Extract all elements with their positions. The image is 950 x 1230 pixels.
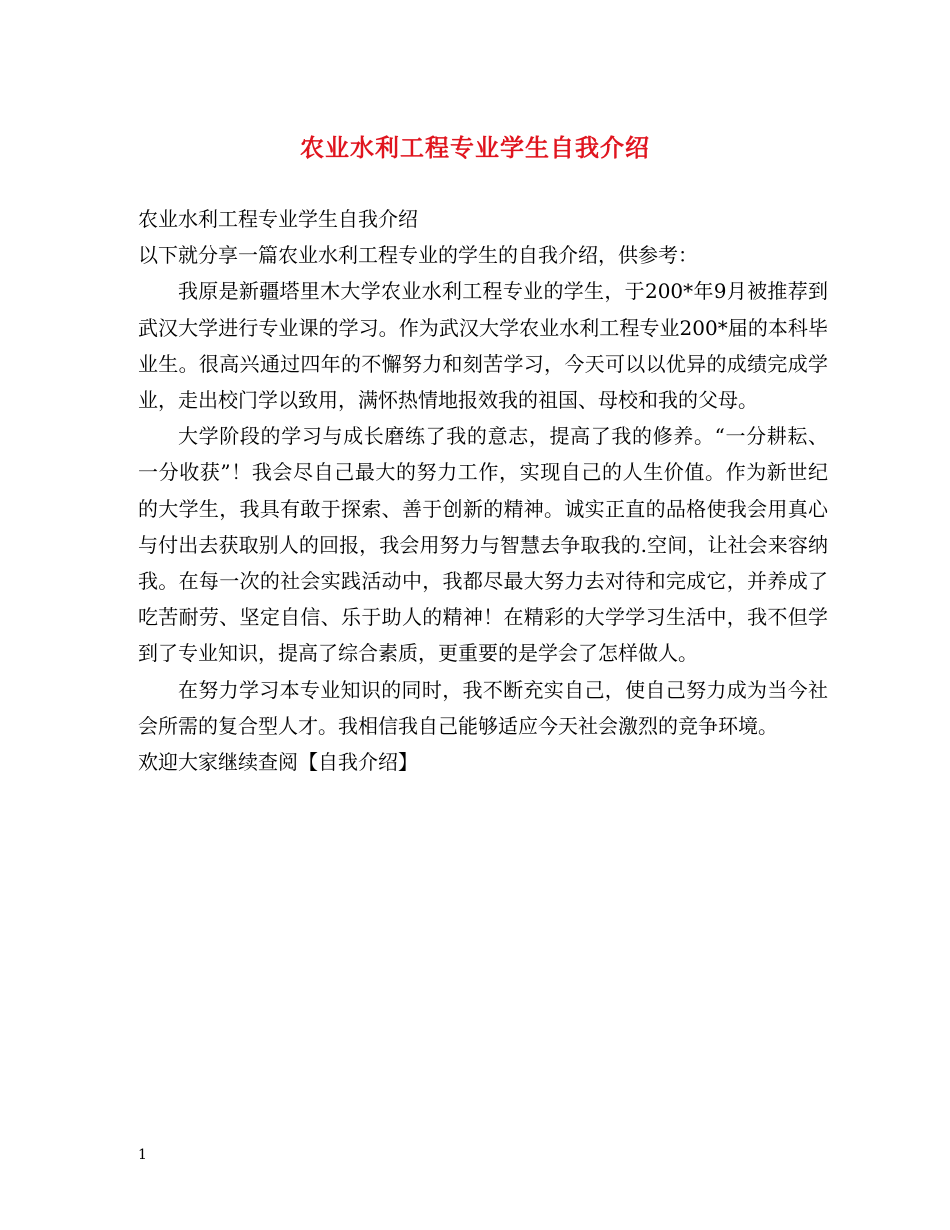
paragraph-background: 我原是新疆塔里木大学农业水利工程专业的学生，于200*年9月被推荐到武汉大学进行专业课的学习。作为武汉大学农业水利工程专业200*届的本科毕业生。很高兴通过四年的不懈努力和刻苦学习，今天可以以优异的成绩完成学业，走出校门学以致用，满怀热情地报效我的祖国、母校和我的父母。 (138, 279, 828, 413)
paragraph-self-improvement: 在努力学习本专业知识的同时，我不断充实自己，使自己努力成为当今社会所需的复合型人才。我相信我自己能够适应今天社会激烈的竞争环境。 (138, 677, 828, 738)
closing-line: 欢迎大家继续查阅【自我介绍】 (138, 750, 418, 775)
document-body (138, 201, 828, 780)
document-title: 农业水利工程专业学生自我介绍 (300, 133, 650, 162)
paragraph-university-experience: 大学阶段的学习与成长磨练了我的意志，提高了我的修养。“一分耕耘、一分收获”！我会尽自己最大的努力工作，实现自己的人生价值。作为新世纪的大学生，我具有敢于探索、善于创新的精神。诚实正直的品格使我会用真心与付出去获取别人的回报，我会用努力与智慧去争取我的.空间，让社会来容纳我。在每一次的社会实践活动中，我都尽最大努力去对待和完成它，并养成了吃苦耐劳、坚定自信、乐于助人的精神！在精彩的大学学习生活中，我不但学到了专业知识，提高了综合素质，更重要的是学会了怎样做人。 (138, 424, 828, 666)
page-number: 1 (138, 1147, 147, 1163)
subtitle-line: 农业水利工程专业学生自我介绍 (138, 207, 418, 231)
intro-line: 以下就分享一篇农业水利工程专业的学生的自我介绍，供参考： (138, 243, 698, 268)
